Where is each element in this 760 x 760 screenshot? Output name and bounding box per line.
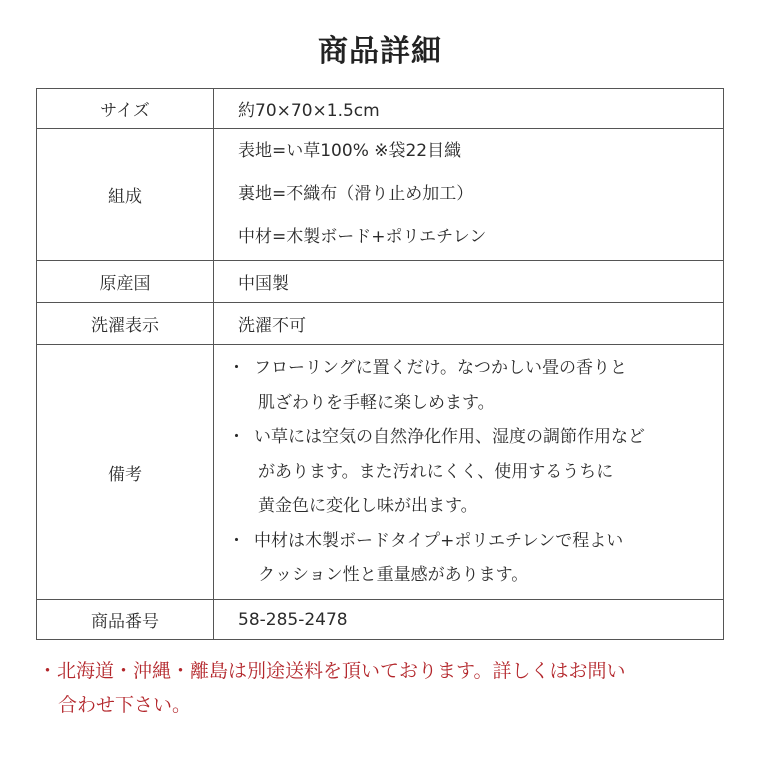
note-text-cont: があります。また汚れにくく、使用するうちに bbox=[258, 461, 614, 482]
note-item-2 bbox=[228, 420, 723, 455]
origin-label: 原産国 bbox=[37, 261, 214, 303]
product-code-value: 58-285-2478 bbox=[214, 600, 724, 640]
note-text-cont: クッション性と重量感があります。 bbox=[258, 565, 529, 586]
shipping-footnote bbox=[38, 654, 728, 722]
table-row-composition bbox=[37, 129, 724, 261]
table-row-size bbox=[37, 89, 724, 129]
washing-label: 洗濯表示 bbox=[37, 303, 214, 345]
note-item-3 bbox=[228, 524, 723, 559]
footnote-line-1: ・北海道・沖縄・離島は別途送料を頂いております。詳しくはお問い bbox=[38, 660, 626, 682]
page-title: 商品詳細 bbox=[318, 34, 442, 69]
note-text: フローリングに置くだけ。なつかしい畳の香りと bbox=[254, 358, 627, 379]
size-value: 約70×70×1.5cm bbox=[214, 89, 724, 129]
note-text: 中材は木製ボードタイプ+ポリエチレンで程よい bbox=[254, 530, 624, 551]
note-text-cont: 黄金色に変化し味が出ます。 bbox=[258, 496, 478, 517]
washing-value: 洗濯不可 bbox=[214, 303, 724, 345]
table-row-notes bbox=[37, 345, 724, 600]
note-text: い草には空気の自然浄化作用、湿度の調節作用など bbox=[254, 427, 645, 448]
table-row-washing bbox=[37, 303, 724, 345]
composition-value bbox=[214, 129, 724, 261]
footnote-line-2: 合わせ下さい。 bbox=[58, 694, 192, 716]
notes-label: 備考 bbox=[37, 345, 214, 600]
note-text-cont: 肌ざわりを手軽に楽しめます。 bbox=[258, 392, 495, 413]
product-code-label: 商品番号 bbox=[37, 600, 214, 640]
note-item-1 bbox=[228, 351, 723, 386]
notes-value bbox=[214, 345, 724, 600]
composition-line-core: 中材=木製ボード+ポリエチレン bbox=[238, 227, 487, 247]
table-row-origin bbox=[37, 261, 724, 303]
size-label: サイズ bbox=[37, 89, 214, 129]
origin-value: 中国製 bbox=[214, 261, 724, 303]
composition-line-back: 裏地=不織布（滑り止め加工） bbox=[238, 184, 474, 204]
composition-label: 組成 bbox=[37, 129, 214, 261]
product-detail-table bbox=[36, 88, 724, 640]
bullet: ・ bbox=[228, 358, 245, 379]
bullet: ・ bbox=[228, 427, 245, 448]
bullet: ・ bbox=[228, 530, 245, 551]
table-row-product-code bbox=[37, 600, 724, 640]
composition-line-surface: 表地=い草100% ※袋22目織 bbox=[238, 141, 462, 161]
